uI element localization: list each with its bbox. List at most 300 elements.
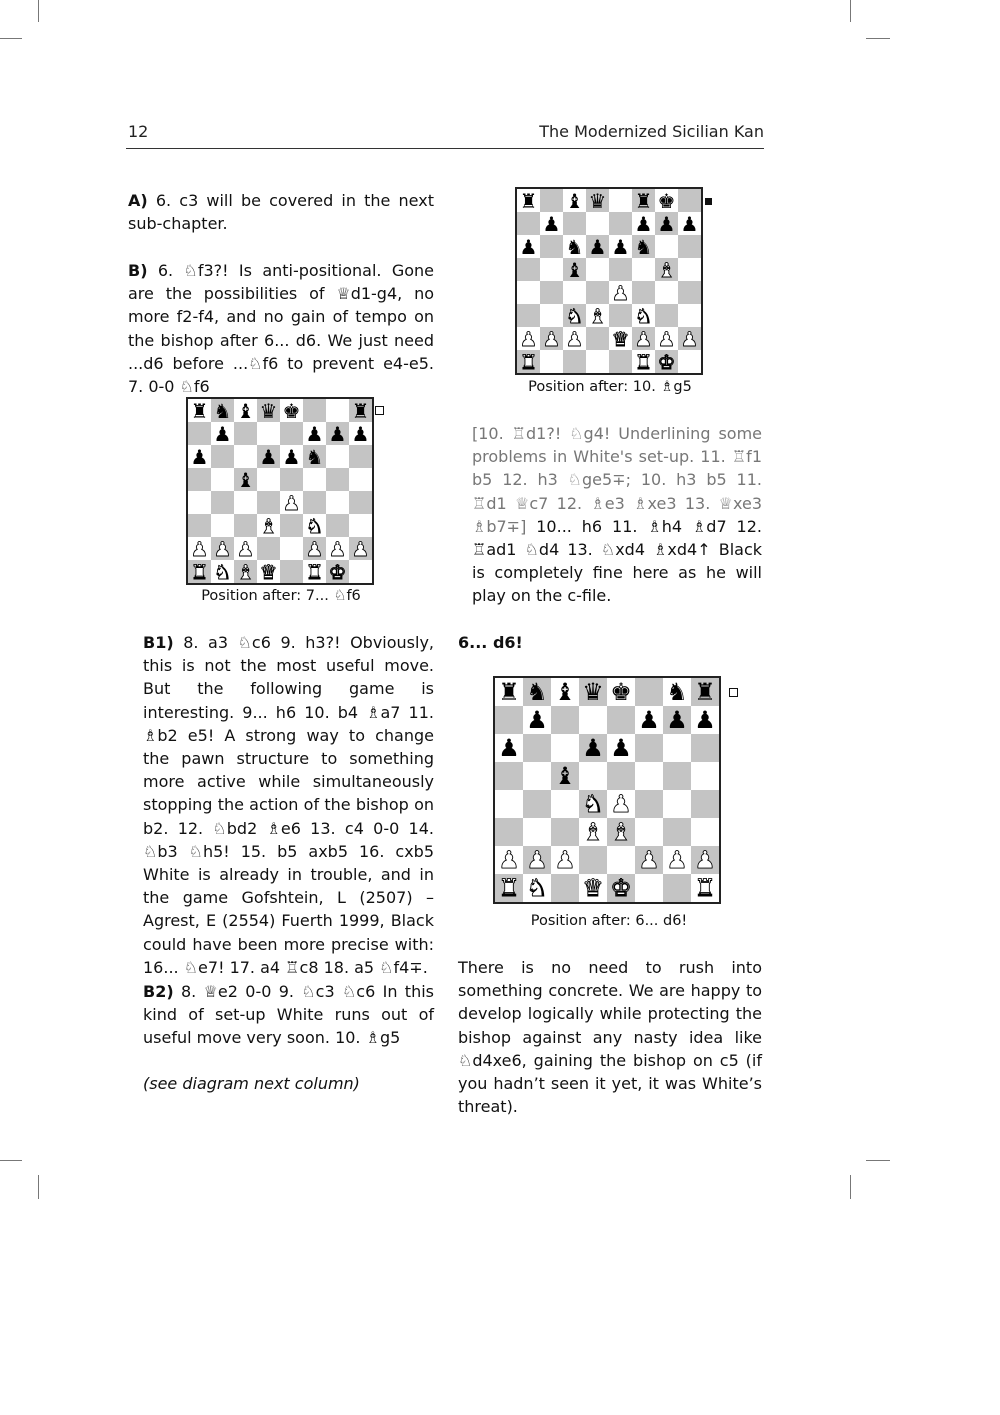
board-square xyxy=(563,281,586,304)
board-square xyxy=(234,560,257,583)
board-square xyxy=(517,235,540,258)
board-square xyxy=(234,491,257,514)
board-square xyxy=(211,422,234,445)
board-square xyxy=(632,327,655,350)
board-square xyxy=(495,818,523,846)
board-square xyxy=(551,734,579,762)
board-square xyxy=(655,281,678,304)
white-rook-icon: ♜ xyxy=(305,559,324,584)
black-pawn-icon: ♟ xyxy=(588,234,607,259)
white-pawn-icon: ♟ xyxy=(680,326,699,351)
crop-mark xyxy=(0,1160,22,1161)
board-square xyxy=(188,514,211,537)
board-square xyxy=(586,235,609,258)
board-square xyxy=(523,678,551,706)
board-square xyxy=(586,212,609,235)
board-square xyxy=(691,762,719,790)
black-knight-icon: ♞ xyxy=(666,678,688,706)
white-knight-icon: ♞ xyxy=(526,874,548,902)
black-king-icon: ♚ xyxy=(282,398,301,423)
black-queen-icon: ♛ xyxy=(588,188,607,213)
black-pawn-icon: ♟ xyxy=(542,211,561,236)
crop-mark xyxy=(866,38,890,39)
board-square xyxy=(495,678,523,706)
chess-diagram-2 xyxy=(515,187,703,375)
black-bishop-icon: ♝ xyxy=(554,762,576,790)
para-b-text: 6. ♘f3?! Is anti-positional. Gone are the possibilities of ♕d1-g4, no more f2-f4, and no gain of tempo on the bishop after 6... d6. We just need ...d6 before ...♘f6 to prevent e4-e5. 7. 0-0 ♘f6 xyxy=(128,261,434,397)
crop-mark xyxy=(38,1175,39,1199)
board-square xyxy=(257,560,280,583)
crop-mark xyxy=(850,1175,851,1199)
black-pawn-icon: ♟ xyxy=(282,444,301,469)
page-number: 12 xyxy=(128,122,149,141)
board-square xyxy=(280,537,303,560)
board-square xyxy=(632,235,655,258)
black-queen-icon: ♛ xyxy=(582,678,604,706)
board-square xyxy=(663,790,691,818)
board-square xyxy=(551,678,579,706)
side-variation-text: [10. ♖d1?! ♘g4! Underlining some problems in White's set-up. 11. ♖f1 b5 12. h3 ♘ge5∓; 10. h3 b5 11. ♖d1 ♕c7 12. ♗e3 ♗xe3 13. ♕xe3 ♗b7∓] xyxy=(472,424,762,536)
para-b1-text: 8. a3 ♘c6 9. h3?! Obviously, this is not the most useful move. But the following game is interesting. 9... h6 10. b4 ♗a7 11. ♗b2 e5! A strong way to change the pawn structure to something more active while simultaneously stopping the action of the bishop on b2. 12. ♘bd2 ♗e6 13. c4 0-0 14. ♘b3 ♘h5! 15. b5 axb5 16. cxb5 White is already in trouble, and in the game Gofshtein, L (2507) – Agrest, E (2554) Fuerth 1999, Black could have been more precise with: 16... ♘e7! 17. a4 ♖c8 18. a5 ♘f4∓. xyxy=(143,633,434,977)
board-square xyxy=(655,189,678,212)
white-pawn-icon: ♟ xyxy=(666,846,688,874)
board-square xyxy=(632,189,655,212)
book-title: The Modernized Sicilian Kan xyxy=(539,122,764,141)
white-pawn-icon: ♟ xyxy=(328,536,347,561)
variation-and-mainline xyxy=(472,422,762,608)
para-a xyxy=(128,189,434,235)
board-square xyxy=(280,560,303,583)
white-pawn-icon: ♟ xyxy=(498,846,520,874)
board-square xyxy=(495,762,523,790)
board-square xyxy=(257,445,280,468)
board-square xyxy=(678,350,701,373)
board-square xyxy=(609,281,632,304)
black-pawn-icon: ♟ xyxy=(680,211,699,236)
crop-mark xyxy=(38,0,39,22)
white-bishop-icon: ♝ xyxy=(657,257,676,282)
board-square xyxy=(586,350,609,373)
board-square xyxy=(349,422,372,445)
board-square xyxy=(326,399,349,422)
board-square xyxy=(579,818,607,846)
para-b2-text: 8. ♕e2 0-0 9. ♘c3 ♘c6 In this kind of set-up White runs out of useful move very soon. 10. ♗g5 xyxy=(143,982,434,1048)
white-bishop-icon: ♝ xyxy=(236,559,255,584)
black-bishop-icon: ♝ xyxy=(554,678,576,706)
board-square xyxy=(691,846,719,874)
black-rook-icon: ♜ xyxy=(519,188,538,213)
white-bishop-icon: ♝ xyxy=(582,818,604,846)
board-square xyxy=(678,258,701,281)
white-pawn-icon: ♟ xyxy=(282,490,301,515)
board-square xyxy=(563,212,586,235)
board-square xyxy=(691,678,719,706)
board-square xyxy=(234,445,257,468)
board-square xyxy=(303,491,326,514)
board-square xyxy=(579,762,607,790)
board-square xyxy=(678,304,701,327)
board-square xyxy=(303,468,326,491)
black-knight-icon: ♞ xyxy=(305,444,324,469)
board-square xyxy=(678,235,701,258)
board-square xyxy=(551,874,579,902)
white-bishop-icon: ♝ xyxy=(610,818,632,846)
black-rook-icon: ♜ xyxy=(190,398,209,423)
board-square xyxy=(655,235,678,258)
board-square xyxy=(609,212,632,235)
white-rook-icon: ♜ xyxy=(694,874,716,902)
black-pawn-icon: ♟ xyxy=(213,421,232,446)
board-square xyxy=(579,846,607,874)
board-square xyxy=(609,327,632,350)
board-square xyxy=(607,790,635,818)
board-square xyxy=(280,445,303,468)
board-square xyxy=(303,422,326,445)
board-square xyxy=(540,212,563,235)
board-square xyxy=(563,235,586,258)
board-square xyxy=(691,874,719,902)
board-square xyxy=(607,818,635,846)
black-pawn-icon: ♟ xyxy=(519,234,538,259)
board-square xyxy=(551,706,579,734)
board-square xyxy=(663,762,691,790)
board-square xyxy=(540,350,563,373)
board-square xyxy=(349,399,372,422)
board-square xyxy=(632,258,655,281)
board-square xyxy=(211,491,234,514)
board-square xyxy=(635,874,663,902)
white-pawn-icon: ♟ xyxy=(634,326,653,351)
white-pawn-icon: ♟ xyxy=(610,790,632,818)
board-square xyxy=(655,258,678,281)
board-square xyxy=(349,560,372,583)
board-square xyxy=(579,706,607,734)
black-rook-icon: ♜ xyxy=(498,678,520,706)
board-square xyxy=(635,678,663,706)
board-square xyxy=(211,468,234,491)
mainline-text: 10... h6 11. ♗h4 ♗d7 12. ♖ad1 ♘d4 13. ♘xd4 ♗xd4↑ Black is completely fine here as he will play on the c-file. xyxy=(472,516,762,606)
white-pawn-icon: ♟ xyxy=(190,536,209,561)
black-pawn-icon: ♟ xyxy=(634,211,653,236)
board-square xyxy=(607,762,635,790)
board-square xyxy=(517,281,540,304)
board-square xyxy=(326,537,349,560)
board-square xyxy=(678,212,701,235)
para-final xyxy=(458,956,762,1118)
white-pawn-icon: ♟ xyxy=(554,846,576,874)
board-square xyxy=(632,281,655,304)
para-a-label: A) xyxy=(128,191,148,210)
board-square xyxy=(349,445,372,468)
black-pawn-icon: ♟ xyxy=(498,734,520,762)
board-square xyxy=(635,734,663,762)
white-bishop-icon: ♝ xyxy=(588,303,607,328)
white-rook-icon: ♜ xyxy=(634,349,653,374)
board-square xyxy=(663,818,691,846)
board-square xyxy=(579,874,607,902)
black-bishop-icon: ♝ xyxy=(236,398,255,423)
to-move-indicator-1 xyxy=(375,406,384,415)
black-queen-icon: ♛ xyxy=(259,398,278,423)
board-square xyxy=(326,514,349,537)
board-square xyxy=(635,818,663,846)
para-b1 xyxy=(143,631,434,979)
board-square xyxy=(563,350,586,373)
board-square xyxy=(563,327,586,350)
board-square xyxy=(655,212,678,235)
white-pawn-icon: ♟ xyxy=(611,280,630,305)
white-pawn-icon: ♟ xyxy=(213,536,232,561)
black-rook-icon: ♜ xyxy=(694,678,716,706)
board-square xyxy=(691,818,719,846)
board-square xyxy=(609,189,632,212)
board-square xyxy=(632,304,655,327)
board-square xyxy=(303,399,326,422)
black-knight-icon: ♞ xyxy=(634,234,653,259)
board-square xyxy=(551,818,579,846)
chess-diagram-3 xyxy=(493,676,721,904)
para-b2 xyxy=(143,980,434,1050)
board-square xyxy=(579,790,607,818)
black-pawn-icon: ♟ xyxy=(666,706,688,734)
board-square xyxy=(234,399,257,422)
board-square xyxy=(523,790,551,818)
white-knight-icon: ♞ xyxy=(582,790,604,818)
board-square xyxy=(655,304,678,327)
board-square xyxy=(663,678,691,706)
board-square xyxy=(540,327,563,350)
crop-mark xyxy=(866,1160,890,1161)
board-square xyxy=(188,468,211,491)
board-square xyxy=(349,514,372,537)
board-square xyxy=(586,258,609,281)
board-square xyxy=(495,706,523,734)
board-square xyxy=(517,258,540,281)
board-square xyxy=(234,514,257,537)
board-square xyxy=(188,399,211,422)
board-square xyxy=(188,560,211,583)
board-square xyxy=(495,874,523,902)
board-square xyxy=(349,491,372,514)
board-square xyxy=(563,304,586,327)
board-square xyxy=(280,468,303,491)
board-square xyxy=(326,560,349,583)
board-square xyxy=(303,445,326,468)
diagram-1-caption: Position after: 7... ♘f6 xyxy=(201,588,361,604)
board-square xyxy=(349,468,372,491)
white-queen-icon: ♛ xyxy=(259,559,278,584)
board-square xyxy=(586,189,609,212)
white-king-icon: ♚ xyxy=(328,559,347,584)
board-square xyxy=(517,212,540,235)
board-square xyxy=(257,514,280,537)
board-square xyxy=(517,189,540,212)
board-square xyxy=(691,790,719,818)
board-square xyxy=(188,537,211,560)
black-king-icon: ♚ xyxy=(610,678,632,706)
board-square xyxy=(257,399,280,422)
white-pawn-icon: ♟ xyxy=(638,846,660,874)
board-square xyxy=(635,846,663,874)
board-square xyxy=(691,734,719,762)
running-header xyxy=(126,120,764,149)
para-b1-label: B1) xyxy=(143,633,174,652)
board-square xyxy=(211,560,234,583)
board-square xyxy=(609,350,632,373)
board-square xyxy=(211,514,234,537)
board-square xyxy=(495,790,523,818)
black-pawn-icon: ♟ xyxy=(694,706,716,734)
board-square xyxy=(551,762,579,790)
white-rook-icon: ♜ xyxy=(190,559,209,584)
to-move-indicator-3 xyxy=(729,688,738,697)
white-bishop-icon: ♝ xyxy=(259,513,278,538)
board-square xyxy=(579,678,607,706)
chess-diagram-1 xyxy=(186,397,374,585)
white-pawn-icon: ♟ xyxy=(694,846,716,874)
para-b2-label: B2) xyxy=(143,982,174,1001)
board-square xyxy=(523,762,551,790)
board-square xyxy=(551,846,579,874)
board-square xyxy=(517,327,540,350)
black-pawn-icon: ♟ xyxy=(259,444,278,469)
board-square xyxy=(495,734,523,762)
board-square xyxy=(303,537,326,560)
board-square xyxy=(678,281,701,304)
white-knight-icon: ♞ xyxy=(213,559,232,584)
board-square xyxy=(609,235,632,258)
black-bishop-icon: ♝ xyxy=(565,188,584,213)
board-square xyxy=(663,846,691,874)
black-pawn-icon: ♟ xyxy=(305,421,324,446)
board-square xyxy=(632,212,655,235)
board-square xyxy=(607,706,635,734)
white-king-icon: ♚ xyxy=(610,874,632,902)
board-square xyxy=(326,422,349,445)
board-square xyxy=(234,537,257,560)
crop-mark xyxy=(850,0,851,22)
para-b xyxy=(128,259,434,398)
board-square xyxy=(678,327,701,350)
board-square xyxy=(523,706,551,734)
move-heading-text: 6... d6! xyxy=(458,633,523,652)
board-square xyxy=(280,422,303,445)
board-square xyxy=(234,468,257,491)
board-square xyxy=(655,327,678,350)
white-pawn-icon: ♟ xyxy=(236,536,255,561)
board-square xyxy=(495,846,523,874)
board-square xyxy=(257,491,280,514)
white-pawn-icon: ♟ xyxy=(519,326,538,351)
white-pawn-icon: ♟ xyxy=(526,846,548,874)
black-rook-icon: ♜ xyxy=(634,188,653,213)
board-square xyxy=(523,734,551,762)
board-square xyxy=(607,678,635,706)
board-square xyxy=(188,422,211,445)
black-pawn-icon: ♟ xyxy=(657,211,676,236)
move-heading xyxy=(458,631,762,654)
board-square xyxy=(609,304,632,327)
black-bishop-icon: ♝ xyxy=(236,467,255,492)
board-square xyxy=(303,514,326,537)
board-square xyxy=(280,399,303,422)
crop-mark xyxy=(0,38,22,39)
white-queen-icon: ♛ xyxy=(611,326,630,351)
black-bishop-icon: ♝ xyxy=(565,257,584,282)
board-square xyxy=(635,790,663,818)
board-square xyxy=(326,491,349,514)
black-pawn-icon: ♟ xyxy=(351,421,370,446)
black-rook-icon: ♜ xyxy=(351,398,370,423)
black-pawn-icon: ♟ xyxy=(328,421,347,446)
board-square xyxy=(663,734,691,762)
para-b-label: B) xyxy=(128,261,148,280)
para-a-text: 6. c3 will be covered in the next sub-chapter. xyxy=(128,191,434,234)
black-pawn-icon: ♟ xyxy=(638,706,660,734)
board-square xyxy=(326,468,349,491)
board-square xyxy=(257,537,280,560)
board-square xyxy=(523,818,551,846)
black-pawn-icon: ♟ xyxy=(610,734,632,762)
white-pawn-icon: ♟ xyxy=(657,326,676,351)
black-knight-icon: ♞ xyxy=(565,234,584,259)
board-square xyxy=(586,304,609,327)
see-diagram-note: (see diagram next column) xyxy=(143,1074,360,1093)
white-pawn-icon: ♟ xyxy=(305,536,324,561)
white-rook-icon: ♜ xyxy=(498,874,520,902)
board-square xyxy=(663,706,691,734)
board-square xyxy=(211,445,234,468)
white-pawn-icon: ♟ xyxy=(351,536,370,561)
board-square xyxy=(257,468,280,491)
board-square xyxy=(211,399,234,422)
board-square xyxy=(607,874,635,902)
board-square xyxy=(540,189,563,212)
board-square xyxy=(326,445,349,468)
to-move-indicator-2 xyxy=(705,198,712,205)
board-square xyxy=(586,281,609,304)
board-square xyxy=(586,327,609,350)
white-king-icon: ♚ xyxy=(657,349,676,374)
board-square xyxy=(523,874,551,902)
white-queen-icon: ♛ xyxy=(582,874,604,902)
board-square xyxy=(609,258,632,281)
board-square xyxy=(563,258,586,281)
board-square xyxy=(678,189,701,212)
board-square xyxy=(188,445,211,468)
black-knight-icon: ♞ xyxy=(213,398,232,423)
board-square xyxy=(691,706,719,734)
black-pawn-icon: ♟ xyxy=(582,734,604,762)
board-square xyxy=(517,350,540,373)
board-square xyxy=(540,258,563,281)
board-square xyxy=(257,422,280,445)
board-square xyxy=(563,189,586,212)
white-knight-icon: ♞ xyxy=(565,303,584,328)
board-square xyxy=(188,491,211,514)
white-knight-icon: ♞ xyxy=(634,303,653,328)
board-square xyxy=(540,304,563,327)
board-square xyxy=(523,846,551,874)
diagram-3-caption: Position after: 6... d6! xyxy=(530,913,688,929)
board-square xyxy=(551,790,579,818)
board-square xyxy=(303,560,326,583)
board-square xyxy=(349,537,372,560)
board-square xyxy=(607,734,635,762)
para-final-text: There is no need to rush into something concrete. We are happy to develop logically while protecting the bishop against any nasty idea like ♘d4xe6, gaining the bishop on c5 (if you hadn’t seen it yet, it was White’s threat). xyxy=(458,958,762,1117)
white-pawn-icon: ♟ xyxy=(565,326,584,351)
board-square xyxy=(607,846,635,874)
